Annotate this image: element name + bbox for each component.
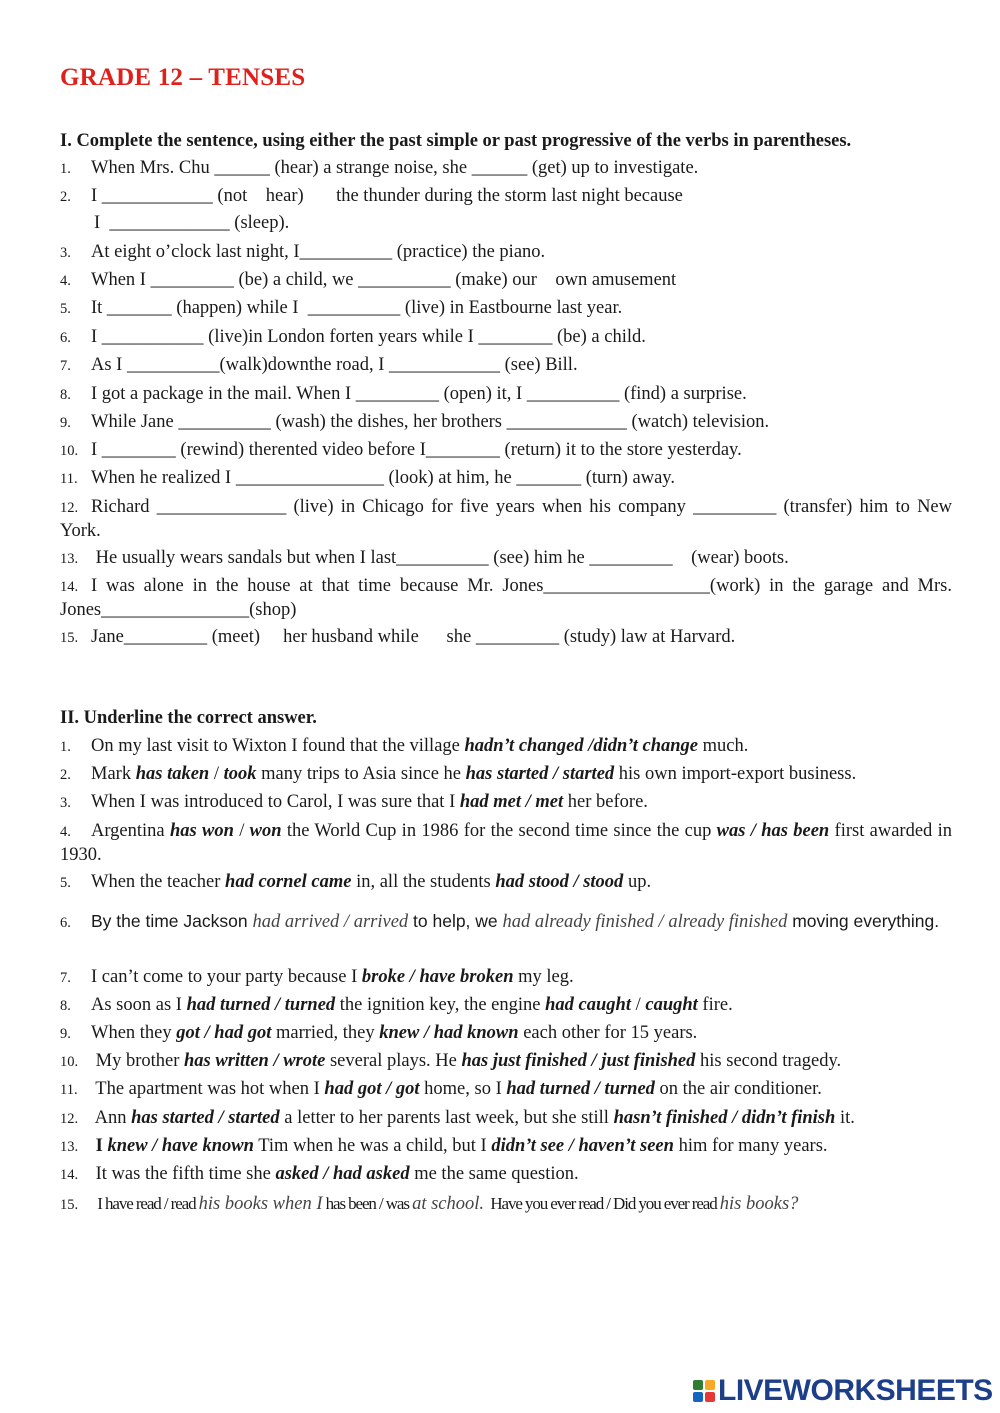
- answer-options[interactable]: caught: [645, 995, 698, 1015]
- list-item: 1. When Mrs. Chu ______ (hear) a strange noise, she ______ (get) up to investigate.: [60, 158, 699, 178]
- answer-options[interactable]: didn’t see / haven’t seen: [491, 1136, 674, 1156]
- list-item: 13. He usually wears sandals but when I last__________ (see) him he _________ (wear) boots.: [60, 548, 789, 568]
- answer-options[interactable]: had met / met: [459, 792, 564, 812]
- answer-options[interactable]: had turned / turned: [186, 995, 336, 1015]
- answer-options[interactable]: Have you ever read / Did you ever read: [484, 1194, 720, 1213]
- answer-options[interactable]: knew / had known: [379, 1023, 519, 1043]
- answer-options[interactable]: took: [223, 764, 257, 784]
- list-item: 9. When they got / had got married, they knew / had known each other for 15 years.: [60, 1023, 698, 1043]
- answer-options[interactable]: won: [249, 821, 282, 841]
- list-item: 8. I got a package in the mail. When I _________ (open) it, I __________ (find) a surprise.: [60, 384, 747, 404]
- answer-options[interactable]: had already finished / already finished: [502, 912, 788, 932]
- answer-options[interactable]: got / had got: [176, 1023, 272, 1043]
- answer-options[interactable]: knew / have known: [107, 1136, 254, 1156]
- logo-text: LIVEWORKSHEETS: [718, 1374, 993, 1407]
- list-item: 10. My brother has written / wrote several plays. He has just finished / just finished his second tragedy.: [60, 1051, 842, 1071]
- list-item: 8. As soon as I had turned / turned the ignition key, the engine had caught / caught fire.: [60, 995, 733, 1015]
- list-item: 6. By the time Jackson had arrived / arrived to help, we had already finished / already finished moving everything.: [60, 911, 940, 932]
- list-item: 14. It was the fifth time she asked / had asked me the same question.: [60, 1164, 579, 1184]
- answer-options[interactable]: broke / have broken: [361, 967, 514, 987]
- list-item: 15. Jane_________ (meet) her husband while she _________ (study) law at Harvard.: [60, 627, 736, 647]
- list-item: 7. I can’t come to your party because I broke / have broken my leg.: [60, 967, 574, 987]
- answer-options[interactable]: has won: [169, 821, 234, 841]
- list-item: 3. When I was introduced to Carol, I was sure that I had met / met her before.: [60, 792, 648, 812]
- answer-options[interactable]: has written / wrote: [184, 1051, 326, 1071]
- list-item: 11. The apartment was hot when I had got / got home, so I had turned / turned on the air conditioner.: [60, 1079, 822, 1099]
- answer-options[interactable]: has just finished / just finished: [461, 1051, 696, 1071]
- list-item: 3. At eight o’clock last night, I__________ (practice) the piano.: [60, 242, 546, 262]
- list-item: 12. Ann has started / started a letter to her parents last week, but she still hasn’t finished / didn’t finish it.: [60, 1108, 855, 1128]
- answer-options[interactable]: had got / got: [324, 1079, 420, 1099]
- answer-options[interactable]: was / has been: [716, 821, 830, 841]
- answer-options[interactable]: has taken: [135, 764, 210, 784]
- answer-options[interactable]: has started / started: [465, 764, 615, 784]
- answer-options[interactable]: had arrived / arrived: [252, 912, 409, 932]
- section-2-heading: II. Underline the correct answer.: [60, 708, 317, 728]
- answer-options[interactable]: I have read / read: [91, 1194, 199, 1213]
- answer-options[interactable]: had stood / stood: [495, 872, 624, 892]
- list-item: 5. When the teacher had cornel came in, all the students had stood / stood up.: [60, 872, 652, 892]
- list-item: 10. I ________ (rewind) therented video before I________ (return) it to the store yesterday.: [60, 440, 742, 460]
- list-item: 1. On my last visit to Wixton I found that the village hadn’t changed /didn’t change much.: [60, 736, 749, 756]
- list-item: 11. When he realized I ________________ (look) at him, he _______ (turn) away.: [60, 468, 675, 488]
- list-item: 2. I ____________ (not hear) the thunder during the storm last night because: [60, 186, 683, 206]
- answer-options[interactable]: asked / had asked: [275, 1164, 410, 1184]
- list-item: 4. When I _________ (be) a child, we __________ (make) our own amusement: [60, 270, 677, 290]
- answer-options[interactable]: hasn’t finished / didn’t finish: [613, 1108, 836, 1128]
- list-item: 14. I was alone in the house at that time because Mr. Jones__________________(work) in the garage and Mrs. Jones________________(shop): [60, 576, 952, 620]
- list-item: 7. As I __________(walk)downthe road, I ____________ (see) Bill.: [60, 355, 578, 375]
- list-item: 13. I knew / have known Tim when he was a child, but I didn’t see / haven’t seen him for many years.: [60, 1136, 828, 1156]
- answer-options[interactable]: hadn’t changed /didn’t change: [464, 736, 698, 756]
- answer-options[interactable]: had turned / turned: [506, 1079, 655, 1099]
- list-item: 5. It _______ (happen) while I __________ (live) in Eastbourne last year.: [60, 298, 623, 318]
- answer-options[interactable]: has been / was: [322, 1194, 413, 1213]
- section-1-heading: I. Complete the sentence, using either the past simple or past progressive of the verbs in parentheses.: [60, 131, 852, 151]
- list-item: 4. Argentina has won / won the World Cup in 1986 for the second time since the cup was / has been first awarded in 1930.: [60, 821, 952, 865]
- list-item-continuation: I _____________ (sleep).: [94, 213, 290, 233]
- list-item: 15. I have read / read his books when I has been / was at school. Have you ever read / Did you ever read his books?: [60, 1194, 799, 1214]
- list-item: 12. Richard ______________ (live) in Chicago for five years when his company _________ (transfer) him to New York.: [60, 497, 952, 541]
- logo-mark-icon: [693, 1378, 715, 1404]
- answer-options[interactable]: had caught: [545, 995, 631, 1015]
- list-item: 6. I ___________ (live)in London forten years while I ________ (be) a child.: [60, 327, 646, 347]
- worksheet-title: GRADE 12 – TENSES: [60, 64, 306, 91]
- list-item: 2. Mark has taken / took many trips to Asia since he has started / started his own import-export business.: [60, 764, 857, 784]
- answer-options[interactable]: has started / started: [131, 1108, 280, 1128]
- liveworksheets-logo: [693, 1376, 993, 1406]
- list-item: 9. While Jane __________ (wash) the dishes, her brothers _____________ (watch) television.: [60, 412, 770, 432]
- answer-options[interactable]: had cornel came: [225, 872, 352, 892]
